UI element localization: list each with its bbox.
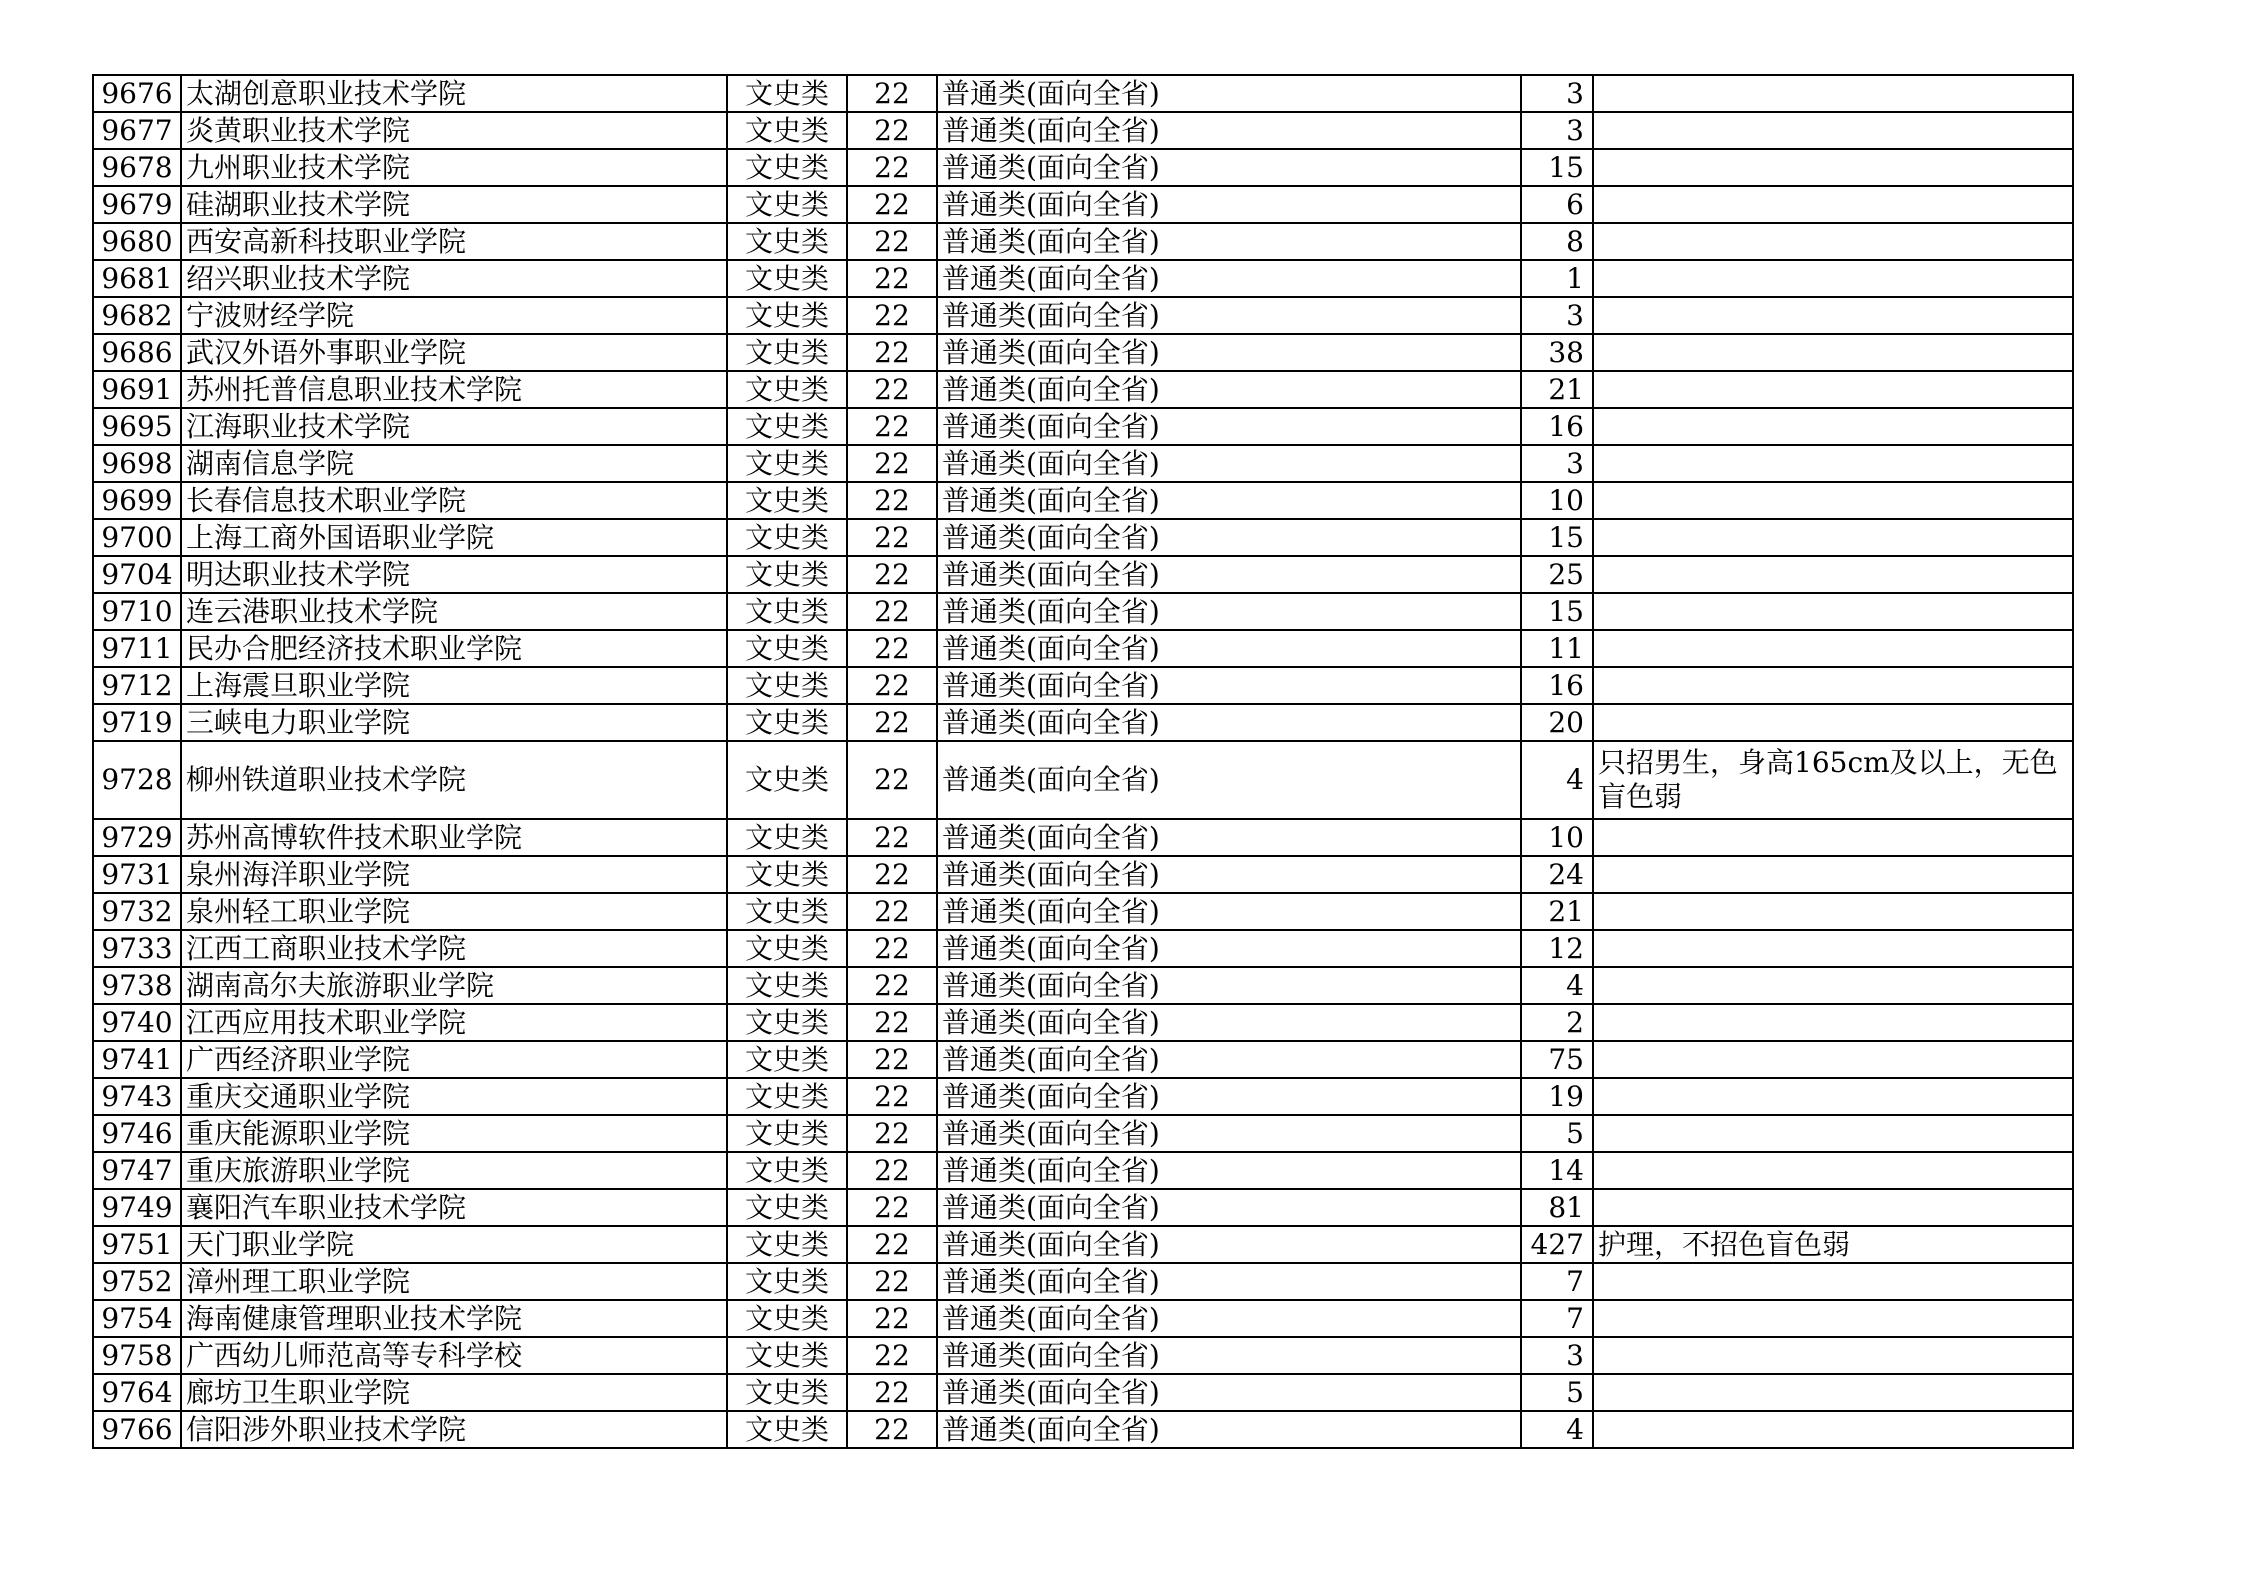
table-row <box>93 893 2073 930</box>
table-row <box>93 819 2073 856</box>
batch-number-cell: 22 <box>847 1152 937 1189</box>
plan-type-cell: 普通类(面向全省) <box>937 223 1521 260</box>
plan-count-cell: 8 <box>1521 223 1593 260</box>
batch-number-cell: 22 <box>847 371 937 408</box>
college-name-cell: 湖南高尔夫旅游职业学院 <box>181 967 727 1004</box>
college-name-cell: 宁波财经学院 <box>181 297 727 334</box>
remark-cell <box>1593 408 2073 445</box>
batch-number-cell: 22 <box>847 186 937 223</box>
college-name-cell: 广西经济职业学院 <box>181 1041 727 1078</box>
college-name-cell: 连云港职业技术学院 <box>181 593 727 630</box>
college-code-cell: 9749 <box>93 1189 181 1226</box>
remark-cell <box>1593 149 2073 186</box>
plan-count-cell: 21 <box>1521 893 1593 930</box>
college-name-cell: 江西应用技术职业学院 <box>181 1004 727 1041</box>
plan-type-cell: 普通类(面向全省) <box>937 893 1521 930</box>
plan-count-cell: 6 <box>1521 186 1593 223</box>
remark-cell <box>1593 1337 2073 1374</box>
plan-type-cell: 普通类(面向全省) <box>937 482 1521 519</box>
plan-count-cell: 3 <box>1521 1337 1593 1374</box>
batch-number-cell: 22 <box>847 630 937 667</box>
batch-number-cell: 22 <box>847 297 937 334</box>
remark-cell <box>1593 445 2073 482</box>
table-row <box>93 593 2073 630</box>
batch-number-cell: 22 <box>847 519 937 556</box>
college-name-cell: 江海职业技术学院 <box>181 408 727 445</box>
remark-cell <box>1593 1115 2073 1152</box>
college-code-cell: 9751 <box>93 1226 181 1263</box>
batch-number-cell: 22 <box>847 75 937 112</box>
college-code-cell: 9729 <box>93 819 181 856</box>
subject-category-cell: 文史类 <box>727 1189 847 1226</box>
plan-type-cell: 普通类(面向全省) <box>937 593 1521 630</box>
college-name-cell: 廊坊卫生职业学院 <box>181 1374 727 1411</box>
batch-number-cell: 22 <box>847 556 937 593</box>
subject-category-cell: 文史类 <box>727 260 847 297</box>
table-row <box>93 482 2073 519</box>
table-row <box>93 556 2073 593</box>
table-row <box>93 930 2073 967</box>
subject-category-cell: 文史类 <box>727 667 847 704</box>
remark-cell <box>1593 1300 2073 1337</box>
remark-cell <box>1593 1189 2073 1226</box>
college-code-cell: 9740 <box>93 1004 181 1041</box>
batch-number-cell: 22 <box>847 112 937 149</box>
remark-cell <box>1593 1078 2073 1115</box>
table-row <box>93 408 2073 445</box>
batch-number-cell: 22 <box>847 1078 937 1115</box>
college-name-cell: 泉州海洋职业学院 <box>181 856 727 893</box>
college-code-cell: 9686 <box>93 334 181 371</box>
table-row <box>93 1300 2073 1337</box>
subject-category-cell: 文史类 <box>727 1152 847 1189</box>
plan-count-cell: 20 <box>1521 704 1593 741</box>
plan-count-cell: 21 <box>1521 371 1593 408</box>
college-name-cell: 广西幼儿师范高等专科学校 <box>181 1337 727 1374</box>
plan-count-cell: 16 <box>1521 667 1593 704</box>
plan-type-cell: 普通类(面向全省) <box>937 856 1521 893</box>
college-code-cell: 9679 <box>93 186 181 223</box>
college-name-cell: 绍兴职业技术学院 <box>181 260 727 297</box>
college-code-cell: 9704 <box>93 556 181 593</box>
batch-number-cell: 22 <box>847 856 937 893</box>
college-name-cell: 重庆能源职业学院 <box>181 1115 727 1152</box>
plan-count-cell: 3 <box>1521 75 1593 112</box>
remark-cell: 只招男生，身高165cm及以上，无色盲色弱 <box>1593 741 2073 819</box>
college-name-cell: 湖南信息学院 <box>181 445 727 482</box>
college-code-cell: 9743 <box>93 1078 181 1115</box>
plan-count-cell: 4 <box>1521 1411 1593 1448</box>
batch-number-cell: 22 <box>847 819 937 856</box>
college-code-cell: 9682 <box>93 297 181 334</box>
remark-cell <box>1593 1263 2073 1300</box>
plan-type-cell: 普通类(面向全省) <box>937 1411 1521 1448</box>
plan-type-cell: 普通类(面向全省) <box>937 819 1521 856</box>
batch-number-cell: 22 <box>847 667 937 704</box>
subject-category-cell: 文史类 <box>727 112 847 149</box>
college-code-cell: 9747 <box>93 1152 181 1189</box>
plan-count-cell: 5 <box>1521 1374 1593 1411</box>
batch-number-cell: 22 <box>847 408 937 445</box>
subject-category-cell: 文史类 <box>727 1300 847 1337</box>
table-row <box>93 1078 2073 1115</box>
college-name-cell: 襄阳汽车职业技术学院 <box>181 1189 727 1226</box>
remark-cell <box>1593 112 2073 149</box>
plan-count-cell: 4 <box>1521 741 1593 819</box>
college-name-cell: 明达职业技术学院 <box>181 556 727 593</box>
college-name-cell: 西安高新科技职业学院 <box>181 223 727 260</box>
enrollment-table <box>92 74 2074 1449</box>
plan-count-cell: 15 <box>1521 593 1593 630</box>
college-code-cell: 9766 <box>93 1411 181 1448</box>
plan-type-cell: 普通类(面向全省) <box>937 667 1521 704</box>
table-row <box>93 1152 2073 1189</box>
remark-cell <box>1593 371 2073 408</box>
plan-type-cell: 普通类(面向全省) <box>937 297 1521 334</box>
plan-type-cell: 普通类(面向全省) <box>937 186 1521 223</box>
college-name-cell: 江西工商职业技术学院 <box>181 930 727 967</box>
plan-count-cell: 12 <box>1521 930 1593 967</box>
batch-number-cell: 22 <box>847 967 937 1004</box>
batch-number-cell: 22 <box>847 893 937 930</box>
college-code-cell: 9681 <box>93 260 181 297</box>
college-code-cell: 9741 <box>93 1041 181 1078</box>
subject-category-cell: 文史类 <box>727 408 847 445</box>
plan-count-cell: 7 <box>1521 1300 1593 1337</box>
college-name-cell: 硅湖职业技术学院 <box>181 186 727 223</box>
plan-type-cell: 普通类(面向全省) <box>937 704 1521 741</box>
plan-type-cell: 普通类(面向全省) <box>937 112 1521 149</box>
batch-number-cell: 22 <box>847 1226 937 1263</box>
plan-count-cell: 19 <box>1521 1078 1593 1115</box>
college-name-cell: 重庆交通职业学院 <box>181 1078 727 1115</box>
college-name-cell: 苏州托普信息职业技术学院 <box>181 371 727 408</box>
subject-category-cell: 文史类 <box>727 1263 847 1300</box>
subject-category-cell: 文史类 <box>727 593 847 630</box>
remark-cell <box>1593 482 2073 519</box>
table-row <box>93 667 2073 704</box>
subject-category-cell: 文史类 <box>727 819 847 856</box>
remark-cell <box>1593 1411 2073 1448</box>
college-code-cell: 9728 <box>93 741 181 819</box>
remark-cell <box>1593 260 2073 297</box>
subject-category-cell: 文史类 <box>727 930 847 967</box>
subject-category-cell: 文史类 <box>727 1004 847 1041</box>
table-row <box>93 1115 2073 1152</box>
subject-category-cell: 文史类 <box>727 445 847 482</box>
college-name-cell: 武汉外语外事职业学院 <box>181 334 727 371</box>
plan-count-cell: 15 <box>1521 149 1593 186</box>
subject-category-cell: 文史类 <box>727 967 847 1004</box>
table-row <box>93 704 2073 741</box>
remark-cell <box>1593 667 2073 704</box>
table-row <box>93 1041 2073 1078</box>
subject-category-cell: 文史类 <box>727 1078 847 1115</box>
plan-type-cell: 普通类(面向全省) <box>937 1041 1521 1078</box>
subject-category-cell: 文史类 <box>727 1374 847 1411</box>
plan-count-cell: 25 <box>1521 556 1593 593</box>
college-code-cell: 9754 <box>93 1300 181 1337</box>
remark-cell <box>1593 967 2073 1004</box>
subject-category-cell: 文史类 <box>727 1411 847 1448</box>
college-code-cell: 9746 <box>93 1115 181 1152</box>
batch-number-cell: 22 <box>847 1337 937 1374</box>
college-code-cell: 9719 <box>93 704 181 741</box>
plan-count-cell: 3 <box>1521 297 1593 334</box>
remark-cell <box>1593 856 2073 893</box>
table-row <box>93 371 2073 408</box>
subject-category-cell: 文史类 <box>727 297 847 334</box>
plan-type-cell: 普通类(面向全省) <box>937 556 1521 593</box>
table-row <box>93 1189 2073 1226</box>
subject-category-cell: 文史类 <box>727 75 847 112</box>
college-code-cell: 9677 <box>93 112 181 149</box>
remark-cell <box>1593 334 2073 371</box>
subject-category-cell: 文史类 <box>727 893 847 930</box>
batch-number-cell: 22 <box>847 1041 937 1078</box>
table-row <box>93 149 2073 186</box>
college-code-cell: 9731 <box>93 856 181 893</box>
college-code-cell: 9733 <box>93 930 181 967</box>
subject-category-cell: 文史类 <box>727 371 847 408</box>
plan-count-cell: 3 <box>1521 112 1593 149</box>
batch-number-cell: 22 <box>847 260 937 297</box>
batch-number-cell: 22 <box>847 704 937 741</box>
table-row <box>93 1004 2073 1041</box>
plan-type-cell: 普通类(面向全省) <box>937 1152 1521 1189</box>
remark-cell: 护理，不招色盲色弱 <box>1593 1226 2073 1263</box>
subject-category-cell: 文史类 <box>727 482 847 519</box>
plan-count-cell: 11 <box>1521 630 1593 667</box>
subject-category-cell: 文史类 <box>727 1226 847 1263</box>
college-name-cell: 上海震旦职业学院 <box>181 667 727 704</box>
college-name-cell: 漳州理工职业学院 <box>181 1263 727 1300</box>
batch-number-cell: 22 <box>847 741 937 819</box>
college-name-cell: 上海工商外国语职业学院 <box>181 519 727 556</box>
remark-cell <box>1593 75 2073 112</box>
table-row <box>93 856 2073 893</box>
subject-category-cell: 文史类 <box>727 149 847 186</box>
table-row <box>93 1263 2073 1300</box>
college-code-cell: 9699 <box>93 482 181 519</box>
table-row <box>93 334 2073 371</box>
remark-cell <box>1593 1004 2073 1041</box>
remark-cell <box>1593 630 2073 667</box>
college-code-cell: 9695 <box>93 408 181 445</box>
remark-cell <box>1593 819 2073 856</box>
college-code-cell: 9711 <box>93 630 181 667</box>
plan-type-cell: 普通类(面向全省) <box>937 75 1521 112</box>
subject-category-cell: 文史类 <box>727 1115 847 1152</box>
table-row <box>93 967 2073 1004</box>
plan-type-cell: 普通类(面向全省) <box>937 1189 1521 1226</box>
college-name-cell: 九州职业技术学院 <box>181 149 727 186</box>
plan-count-cell: 81 <box>1521 1189 1593 1226</box>
plan-count-cell: 24 <box>1521 856 1593 893</box>
table-row <box>93 1411 2073 1448</box>
college-code-cell: 9710 <box>93 593 181 630</box>
subject-category-cell: 文史类 <box>727 1337 847 1374</box>
college-code-cell: 9758 <box>93 1337 181 1374</box>
plan-count-cell: 14 <box>1521 1152 1593 1189</box>
college-code-cell: 9680 <box>93 223 181 260</box>
plan-type-cell: 普通类(面向全省) <box>937 1115 1521 1152</box>
college-name-cell: 苏州高博软件技术职业学院 <box>181 819 727 856</box>
remark-cell <box>1593 893 2073 930</box>
plan-count-cell: 10 <box>1521 482 1593 519</box>
plan-type-cell: 普通类(面向全省) <box>937 1078 1521 1115</box>
college-code-cell: 9691 <box>93 371 181 408</box>
subject-category-cell: 文史类 <box>727 741 847 819</box>
remark-cell <box>1593 1041 2073 1078</box>
plan-count-cell: 7 <box>1521 1263 1593 1300</box>
plan-type-cell: 普通类(面向全省) <box>937 1374 1521 1411</box>
college-name-cell: 炎黄职业技术学院 <box>181 112 727 149</box>
plan-type-cell: 普通类(面向全省) <box>937 519 1521 556</box>
plan-type-cell: 普通类(面向全省) <box>937 630 1521 667</box>
plan-count-cell: 16 <box>1521 408 1593 445</box>
batch-number-cell: 22 <box>847 334 937 371</box>
plan-type-cell: 普通类(面向全省) <box>937 967 1521 1004</box>
college-code-cell: 9752 <box>93 1263 181 1300</box>
table-row <box>93 112 2073 149</box>
subject-category-cell: 文史类 <box>727 704 847 741</box>
batch-number-cell: 22 <box>847 482 937 519</box>
remark-cell <box>1593 556 2073 593</box>
remark-cell <box>1593 186 2073 223</box>
table-row <box>93 519 2073 556</box>
plan-type-cell: 普通类(面向全省) <box>937 408 1521 445</box>
plan-count-cell: 427 <box>1521 1226 1593 1263</box>
plan-type-cell: 普通类(面向全省) <box>937 445 1521 482</box>
subject-category-cell: 文史类 <box>727 1041 847 1078</box>
plan-type-cell: 普通类(面向全省) <box>937 149 1521 186</box>
subject-category-cell: 文史类 <box>727 334 847 371</box>
table-row <box>93 1337 2073 1374</box>
remark-cell <box>1593 223 2073 260</box>
plan-count-cell: 75 <box>1521 1041 1593 1078</box>
plan-type-cell: 普通类(面向全省) <box>937 1263 1521 1300</box>
college-name-cell: 柳州铁道职业技术学院 <box>181 741 727 819</box>
remark-cell <box>1593 519 2073 556</box>
batch-number-cell: 22 <box>847 1189 937 1226</box>
plan-count-cell: 15 <box>1521 519 1593 556</box>
subject-category-cell: 文史类 <box>727 223 847 260</box>
table-body <box>93 75 2073 1448</box>
college-name-cell: 长春信息技术职业学院 <box>181 482 727 519</box>
college-code-cell: 9678 <box>93 149 181 186</box>
plan-count-cell: 1 <box>1521 260 1593 297</box>
college-name-cell: 天门职业学院 <box>181 1226 727 1263</box>
table-row <box>93 223 2073 260</box>
batch-number-cell: 22 <box>847 1004 937 1041</box>
plan-type-cell: 普通类(面向全省) <box>937 1300 1521 1337</box>
plan-count-cell: 4 <box>1521 967 1593 1004</box>
plan-type-cell: 普通类(面向全省) <box>937 334 1521 371</box>
college-code-cell: 9676 <box>93 75 181 112</box>
college-name-cell: 海南健康管理职业技术学院 <box>181 1300 727 1337</box>
college-name-cell: 三峡电力职业学院 <box>181 704 727 741</box>
remark-cell <box>1593 297 2073 334</box>
batch-number-cell: 22 <box>847 445 937 482</box>
batch-number-cell: 22 <box>847 1300 937 1337</box>
plan-count-cell: 10 <box>1521 819 1593 856</box>
remark-cell <box>1593 1152 2073 1189</box>
table-row <box>93 1226 2073 1263</box>
college-code-cell: 9698 <box>93 445 181 482</box>
subject-category-cell: 文史类 <box>727 856 847 893</box>
batch-number-cell: 22 <box>847 1263 937 1300</box>
batch-number-cell: 22 <box>847 1411 937 1448</box>
table-row <box>93 260 2073 297</box>
table-row <box>93 445 2073 482</box>
plan-count-cell: 2 <box>1521 1004 1593 1041</box>
batch-number-cell: 22 <box>847 930 937 967</box>
remark-cell <box>1593 593 2073 630</box>
batch-number-cell: 22 <box>847 1115 937 1152</box>
batch-number-cell: 22 <box>847 593 937 630</box>
subject-category-cell: 文史类 <box>727 630 847 667</box>
table-row <box>93 297 2073 334</box>
college-name-cell: 民办合肥经济技术职业学院 <box>181 630 727 667</box>
college-code-cell: 9732 <box>93 893 181 930</box>
remark-cell <box>1593 1374 2073 1411</box>
batch-number-cell: 22 <box>847 1374 937 1411</box>
remark-cell <box>1593 930 2073 967</box>
subject-category-cell: 文史类 <box>727 519 847 556</box>
college-code-cell: 9700 <box>93 519 181 556</box>
college-name-cell: 信阳涉外职业技术学院 <box>181 1411 727 1448</box>
table-row <box>93 186 2073 223</box>
table-row <box>93 741 2073 819</box>
college-code-cell: 9738 <box>93 967 181 1004</box>
plan-count-cell: 5 <box>1521 1115 1593 1152</box>
table-row <box>93 1374 2073 1411</box>
college-name-cell: 重庆旅游职业学院 <box>181 1152 727 1189</box>
plan-count-cell: 38 <box>1521 334 1593 371</box>
batch-number-cell: 22 <box>847 223 937 260</box>
remark-cell <box>1593 704 2073 741</box>
table-row <box>93 75 2073 112</box>
plan-count-cell: 3 <box>1521 445 1593 482</box>
plan-type-cell: 普通类(面向全省) <box>937 371 1521 408</box>
table-row <box>93 630 2073 667</box>
subject-category-cell: 文史类 <box>727 186 847 223</box>
college-name-cell: 泉州轻工职业学院 <box>181 893 727 930</box>
plan-type-cell: 普通类(面向全省) <box>937 1337 1521 1374</box>
batch-number-cell: 22 <box>847 149 937 186</box>
plan-type-cell: 普通类(面向全省) <box>937 1226 1521 1263</box>
plan-type-cell: 普通类(面向全省) <box>937 1004 1521 1041</box>
college-code-cell: 9712 <box>93 667 181 704</box>
college-code-cell: 9764 <box>93 1374 181 1411</box>
plan-type-cell: 普通类(面向全省) <box>937 930 1521 967</box>
plan-type-cell: 普通类(面向全省) <box>937 741 1521 819</box>
subject-category-cell: 文史类 <box>727 556 847 593</box>
plan-type-cell: 普通类(面向全省) <box>937 260 1521 297</box>
college-name-cell: 太湖创意职业技术学院 <box>181 75 727 112</box>
